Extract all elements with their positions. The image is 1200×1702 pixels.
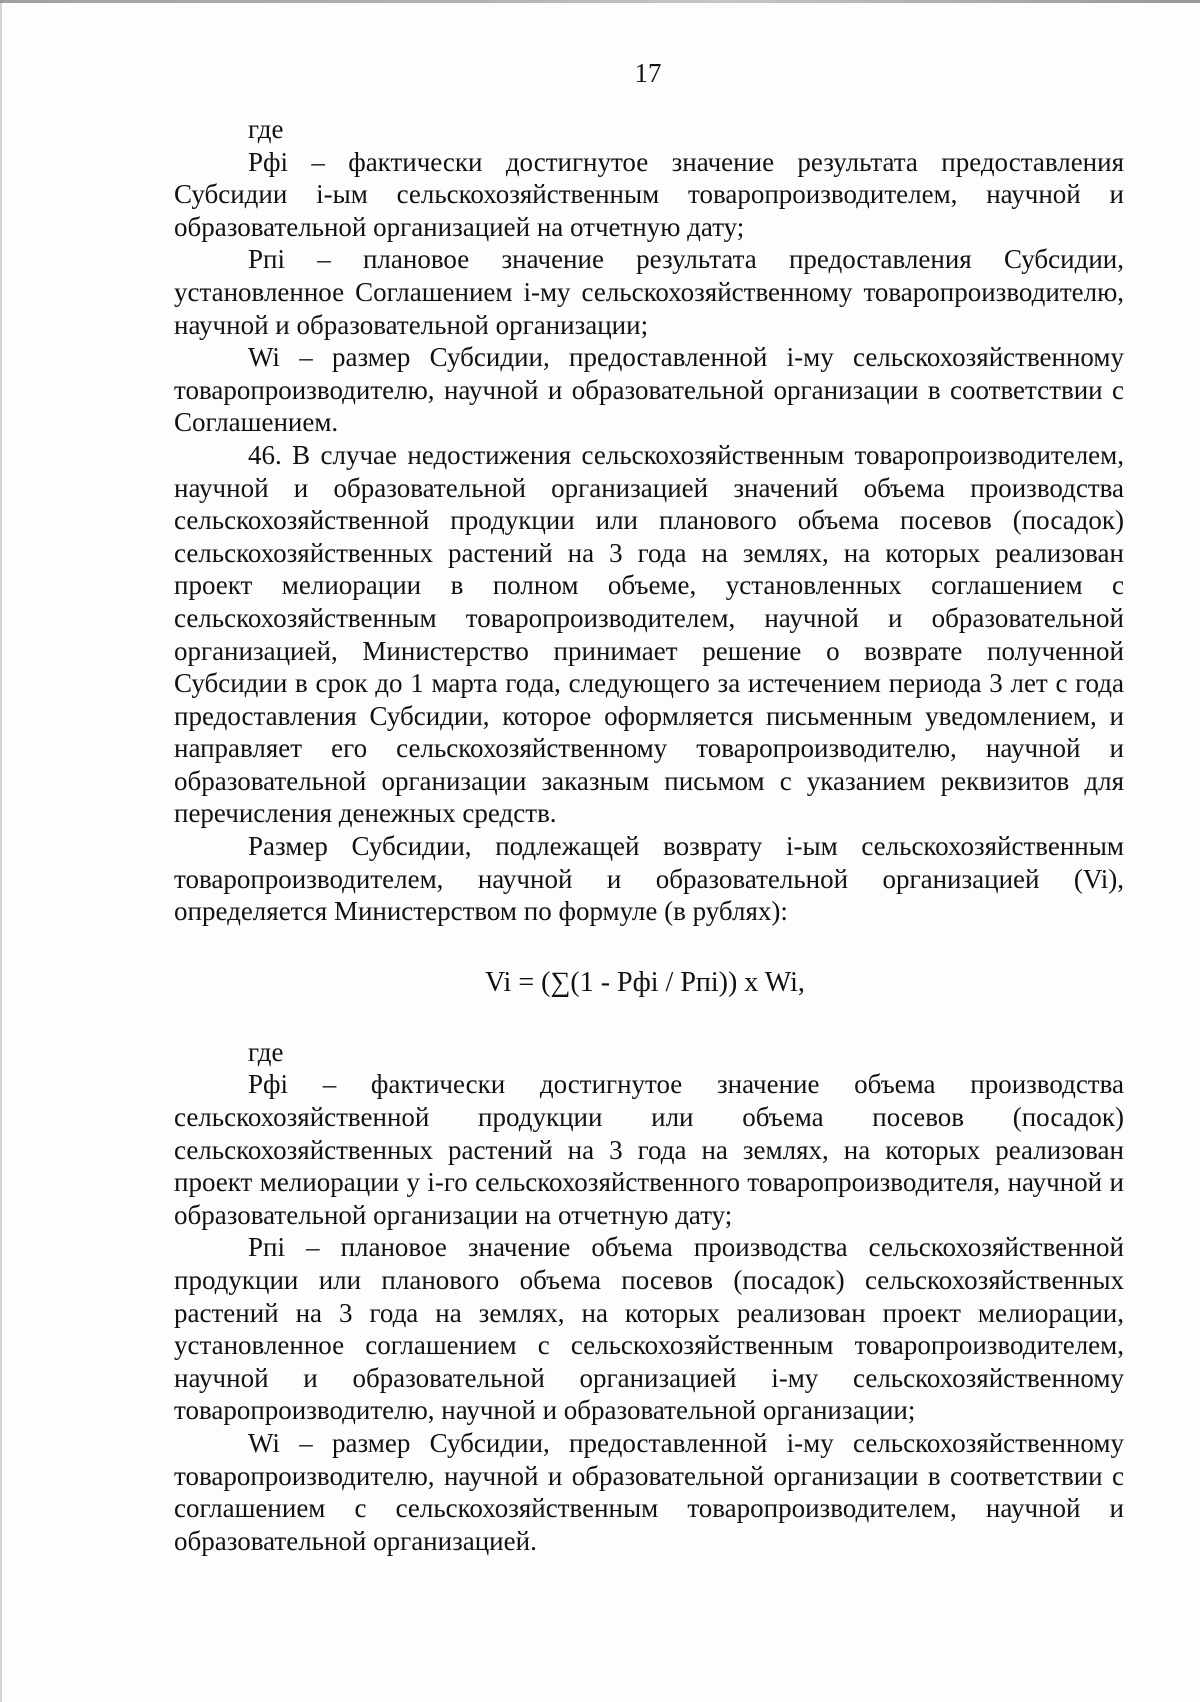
paragraph-where-2: где xyxy=(248,1036,284,1067)
paragraph-rfi-definition-2: Рфi – фактически достигнутое значение объема производства сельскохозяйственной продукции или объема посевов (посадок) сельскохозяйственных растений на 3 года на землях, на которых реализован проект мелиорации у i-го сельскохозяйственного товаропроизводителя, научной и образовательной организации на отчетную дату; xyxy=(174,1069,1124,1230)
paragraph-clause-46: 46. В случае недостижения сельскохозяйственным товаропроизводителем, научной и образовательной организацией значений объема производства сельскохозяйственной продукции или планового объема посевов (посадок) сельскохозяйственных растений на 3 года на землях, на которых реализован проект мелиорации в полном объеме, установленных соглашением с сельскохозяйственным товаропроизводителем, научной и образовательной организацией, Министерство принимает решение о возврате полученной Субсидии в срок до 1 марта года, следующего за истечением периода 3 лет с года предоставления Субсидии, которое оформляется письменным уведомлением, и направляет его сельскохозяйственному товаропроизводителю, научной и образовательной организации заказным письмом с указанием реквизитов для перечисления денежных средств. xyxy=(174,439,1124,829)
scan-edge-top xyxy=(0,0,1200,3)
paragraph-rfi-definition-1: Рфi – фактически достигнутое значение результата предоставления Субсидии i-ым сельскохозяйственным товаропроизводителем, научной и образовательной организацией на отчетную дату; xyxy=(174,146,1124,242)
paragraph-where-1: где xyxy=(248,114,284,144)
page-number: 17 xyxy=(634,58,662,88)
paragraph-wi-definition-1: Wi – размер Субсидии, предоставленной i-му сельскохозяйственному товаропроизводителю, научной и образовательной организации в соответствии с Соглашением. xyxy=(174,342,1124,438)
paragraph-refund-size: Размер Субсидии, подлежащей возврату i-ым сельскохозяйственным товаропроизводителем, научной и образовательной организацией (Vi), определяется Министерством по формуле (в рублях): xyxy=(174,831,1124,927)
paragraph-rpi-definition-2: Рпi – плановое значение объема производства сельскохозяйственной продукции или планового объема посевов (посадок) сельскохозяйственных растений на 3 года на землях, на которых реализован проект мелиорации, установленное соглашением с сельскохозяйственным товаропроизводителем, научной и образовательной организацией i-му сельскохозяйственному товаропроизводителю, научной и образовательной организации; xyxy=(174,1232,1124,1426)
paragraph-wi-definition-2: Wi – размер Субсидии, предоставленной i-му сельскохозяйственному товаропроизводителю, научной и образовательной организации в соответствии с соглашением с сельскохозяйственным товаропроизводителем, научной и образовательной организацией. xyxy=(174,1427,1124,1556)
refund-formula: Vi = (∑(1 - Рфi / Рпi)) x Wi, xyxy=(485,966,805,998)
document-body xyxy=(174,113,1124,1557)
scan-edge-left xyxy=(0,0,2,1702)
paragraph-rpi-definition-1: Рпi – плановое значение результата предоставления Субсидии, установленное Соглашением i-му сельскохозяйственному товаропроизводителю, научной и образовательной организации; xyxy=(174,244,1124,340)
